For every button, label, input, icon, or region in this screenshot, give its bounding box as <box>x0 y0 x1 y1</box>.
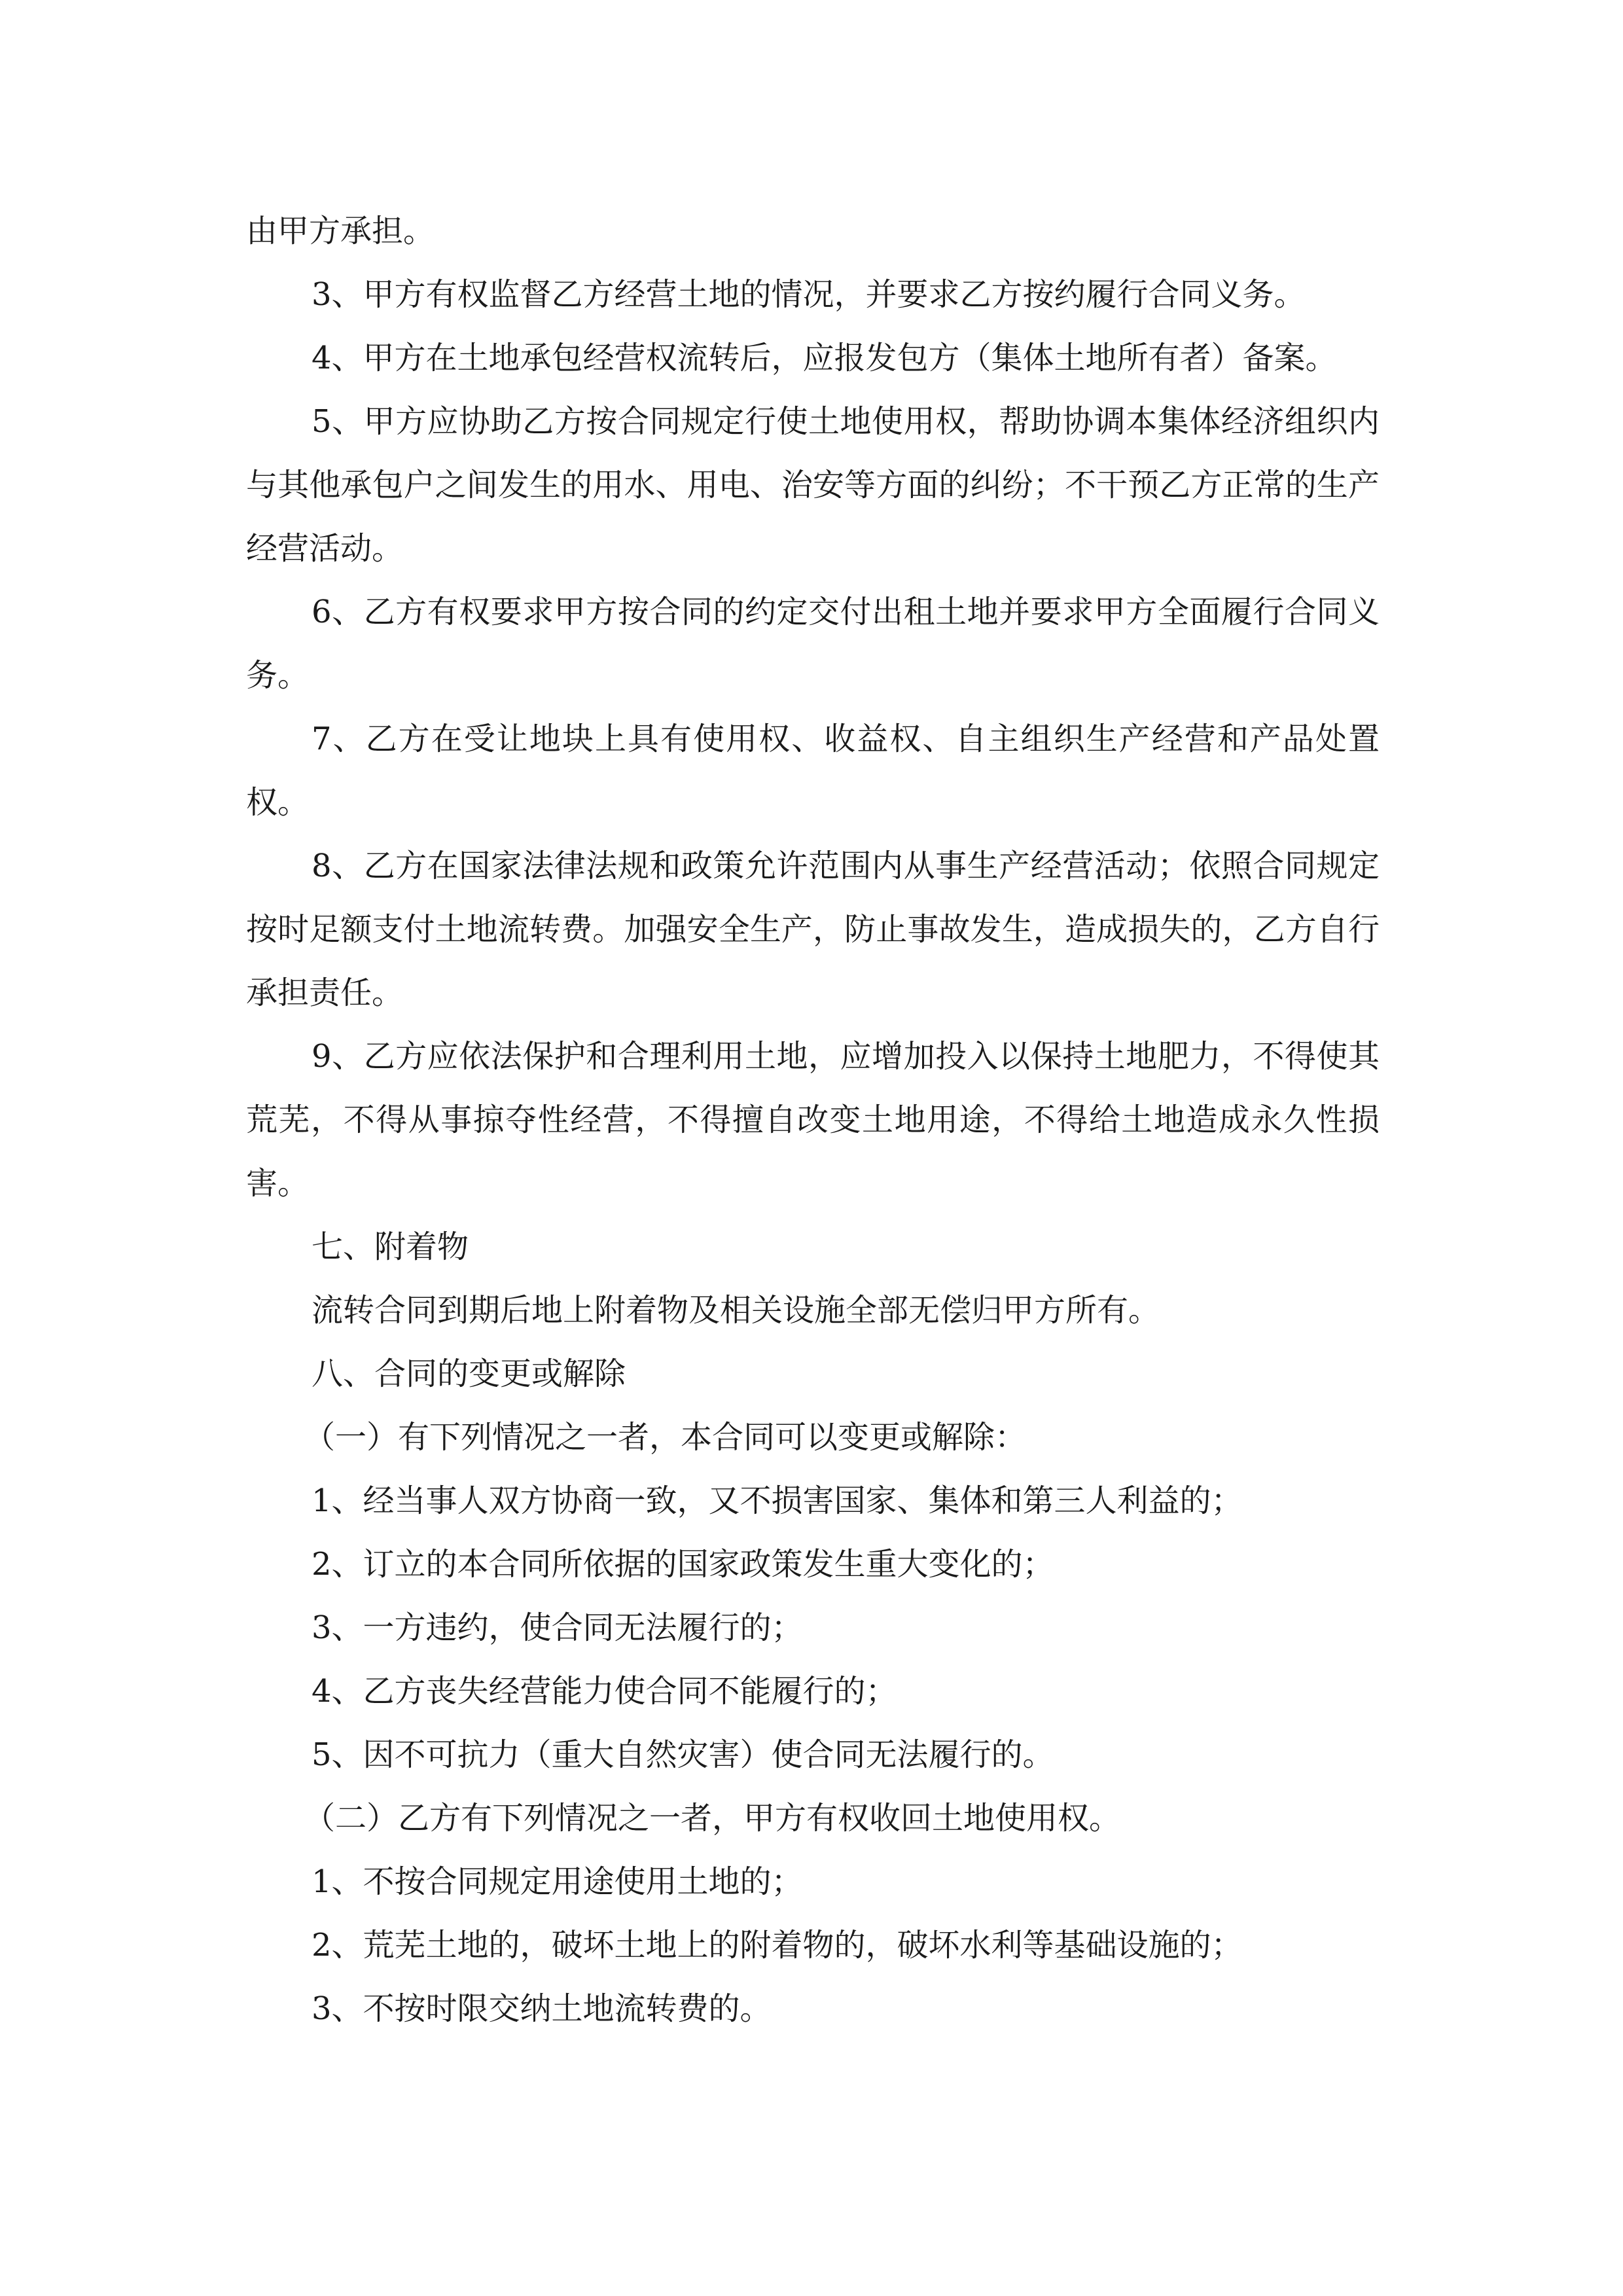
subsection-2-item-2: 2、荒芜土地的，破坏土地上的附着物的，破坏水利等基础设施的； <box>312 1927 1243 1964</box>
subsection-1-item-5: 5、因不可抗力（重大自然灾害）使合同无法履行的。 <box>312 1736 1054 1773</box>
section-7-heading: 七、附着物 <box>312 1229 469 1265</box>
subsection-1-heading: （一）有下列情况之一者，本合同可以变更或解除： <box>304 1419 1027 1456</box>
subsection-2-item-3: 3、不按时限交纳土地流转费的。 <box>312 1990 772 2027</box>
clause-3-supervision-right: 3、甲方有权监督乙方经营土地的情况，并要求乙方按约履行合同义务。 <box>312 276 1306 313</box>
clause-6-delivery-right: 6、乙方有权要求甲方按合同的约定交付出租土地并要求甲方全面履行合同义务。 <box>246 594 1380 694</box>
section-7-body: 流转合同到期后地上附着物及相关设施全部无偿归甲方所有。 <box>312 1292 1160 1329</box>
subsection-1-item-3: 3、一方违约，使合同无法履行的； <box>312 1609 803 1646</box>
subsection-1-item-1: 1、经当事人双方协商一致，又不损害国家、集体和第三人利益的； <box>312 1482 1243 1519</box>
paragraph-continuation: 由甲方承担。 <box>246 213 435 249</box>
subsection-2-item-1: 1、不按合同规定用途使用土地的； <box>312 1863 803 1900</box>
section-8-heading: 八、合同的变更或解除 <box>312 1355 626 1392</box>
subsection-1-item-2: 2、订立的本合同所依据的国家政策发生重大变化的； <box>312 1546 1054 1583</box>
clause-7-usage-rights: 7、乙方在受让地块上具有使用权、收益权、自主组织生产经营和产品处置权。 <box>246 721 1380 821</box>
clause-8-lawful-operation: 8、乙方在国家法律法规和政策允许范围内从事生产经营活动；依照合同规定按时足额支付土地流转费。加强安全生产，防止事故发生，造成损失的，乙方自行承担责任。 <box>246 848 1380 1011</box>
subsection-2-heading: （二）乙方有下列情况之一者，甲方有权收回土地使用权。 <box>304 1800 1121 1837</box>
subsection-1-item-4: 4、乙方丧失经营能力使合同不能履行的； <box>312 1673 897 1710</box>
document-body <box>246 200 1380 2041</box>
clause-9-land-protection: 9、乙方应依法保护和合理利用土地，应增加投入以保持土地肥力，不得使其荒芜，不得从事掠夺性经营，不得擅自改变土地用途，不得给土地造成永久性损害。 <box>246 1038 1380 1202</box>
clause-4-filing-with-issuer: 4、甲方在土地承包经营权流转后，应报发包方（集体土地所有者）备案。 <box>312 340 1337 376</box>
clause-5-assist-land-use: 5、甲方应协助乙方按合同规定行使土地使用权，帮助协调本集体经济组织内与其他承包户之间发生的用水、用电、治安等方面的纠纷；不干预乙方正常的生产经营活动。 <box>246 403 1380 567</box>
